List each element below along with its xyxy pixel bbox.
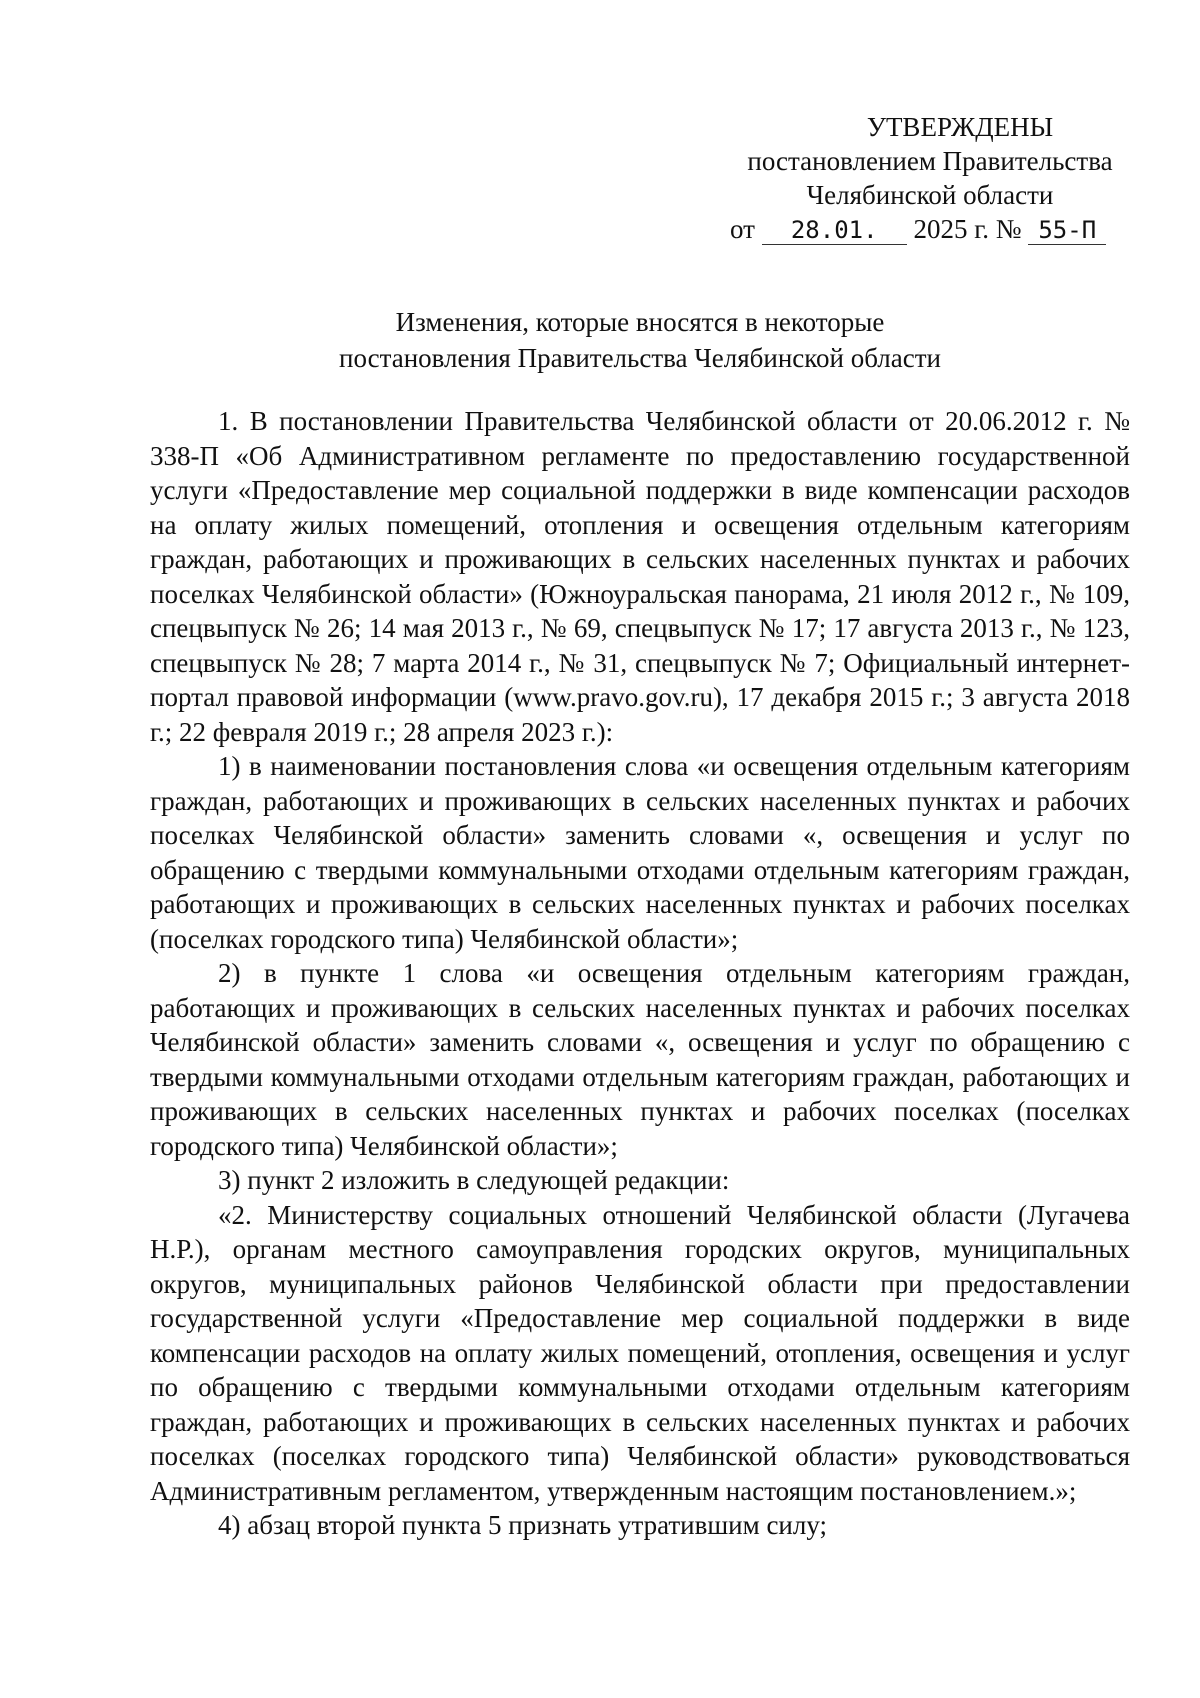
paragraph-1: 1. В постановлении Правительства Челябинской области от 20.06.2012 г. № 338-П «Об Административном регламенте по предоставлению государственной услуги «Предоставление мер социальной поддержки в виде компенсации расходов на оплату жилых помещений, отопления и освещения отдельным категориям граждан, работающих и проживающих в сельских населенных пунктах и рабочих поселках Челябинской области» (Южноуральская панорама, 21 июля 2012 г., № 109, спецвыпуск № 26; 14 мая 2013 г., № 69, спецвыпуск № 17; 17 августа 2013 г., № 123, спецвыпуск № 28; 7 марта 2014 г., № 31, спецвыпуск № 7; Официальный интернет-портал правовой информации (www.pravo.gov.ru), 17 декабря 2015 г.; 3 августа 2018 г.; 22 февраля 2019 г.; 28 апреля 2023 г.): [150,406,1130,747]
approval-heading: УТВЕРЖДЕНЫ [866,112,1054,142]
paragraph-5: «2. Министерству социальных отношений Челябинской области (Лугачева Н.Р.), органам местного самоуправления городских округов, муниципальных округов, муниципальных районов Челябинской области при предоставлении государственной услуги «Предоставление мер социальной поддержки в виде компенсации расходов на оплату жилых помещений, отопления, освещения и услуг по обращению с твердыми коммунальными отходами отдельным категориям граждан, работающих и проживающих в сельских населенных пунктах и рабочих поселках (поселках городского типа) Челябинской области» руководствоваться Административным регламентом, утвержденным настоящим постановлением.»; [150,1199,1130,1506]
approval-block [720,110,1140,246]
approval-line-2: Челябинской области [806,180,1054,210]
paragraph-2: 1) в наименовании постановления слова «и освещения отдельным категориям граждан, работающих и проживающих в сельских населенных пунктах и рабочих поселках Челябинской области» заменить словами «, освещения и услуг по обращению с твердыми коммунальными отходами отдельным категориям граждан, работающих и проживающих в сельских населенных пунктах и рабочих поселках (поселках городского типа) Челябинской области»; [150,751,1130,954]
number-value: 55-П [1028,216,1106,245]
approval-line-1: постановлением Правительства [747,146,1113,176]
year-text: 2025 г. № [913,214,1022,244]
document-title [150,304,1130,376]
paragraph-3: 2) в пункте 1 слова «и освещения отдельным категориям граждан, работающих и проживающих в сельских населенных пунктах и рабочих поселках Челябинской области» заменить словами «, освещения и услуг по обращению с твердыми коммунальными отходами отдельным категориям граждан, работающих и проживающих в сельских населенных пунктах и рабочих поселках (поселках городского типа) Челябинской области»; [150,958,1130,1161]
paragraph-4: 3) пункт 2 изложить в следующей редакции: [218,1165,730,1195]
date-prefix: от [730,214,755,244]
title-line-1: Изменения, которые вносятся в некоторые [395,307,885,337]
approval-date-line [720,212,1140,246]
title-line-2: постановления Правительства Челябинской области [339,343,941,373]
paragraph-6: 4) абзац второй пункта 5 признать утратившим силу; [218,1510,828,1540]
document-body [150,404,1130,1543]
date-value: 28.01. [762,216,907,245]
